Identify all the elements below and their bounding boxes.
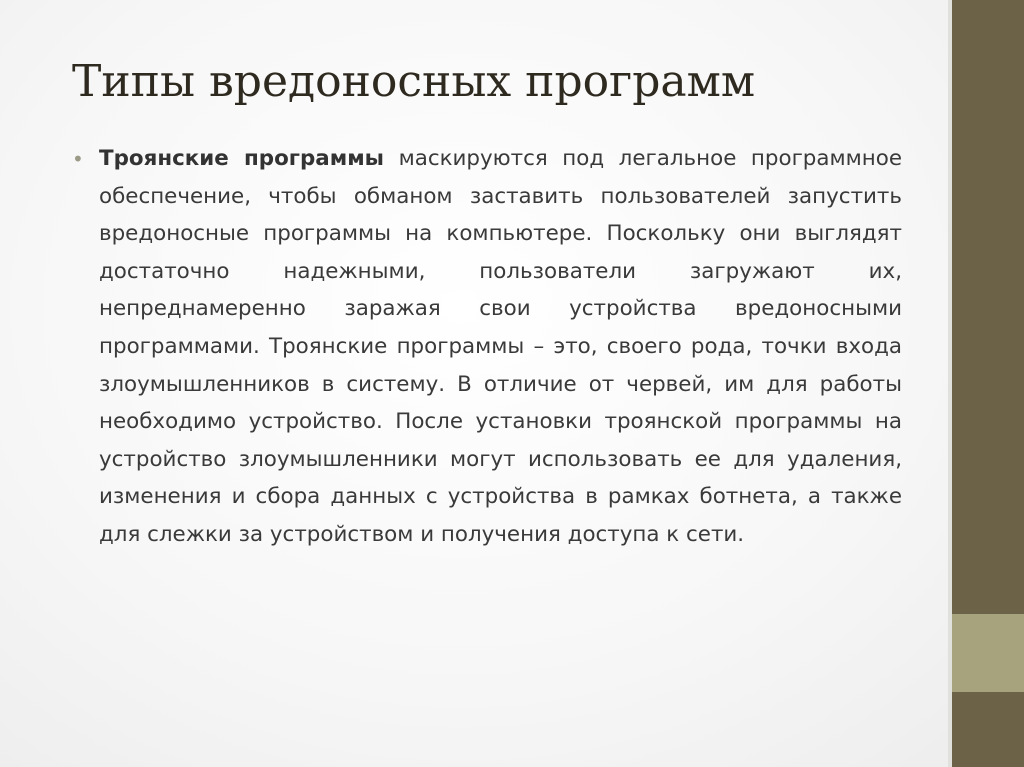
bullet-lead-term: Троянские программы — [99, 146, 385, 171]
bullet-list — [72, 140, 902, 554]
bullet-paragraph — [99, 140, 902, 554]
sidebar-accent-block — [952, 614, 1024, 692]
bullet-body-text: маскируются под легальное программное обеспечение, чтобы обманом заставить пользователей запустить вредоносные программы на компьютере. Поскольку они выглядят достаточно надежными, пользователи загружают их, непреднамеренно заражая свои устройства вредоносными программами. Троянские программы – это, своего рода, точки входа злоумышленников в систему. В отличие от червей, им для работы необходимо устройство. После установки троянской программы на устройство злоумышленники могут использовать ее для удаления, изменения и сбора данных с устройства в рамках ботнета, а также для слежки за устройством и получения доступа к сети. — [99, 146, 902, 547]
slide-title: Типы вредоносных программ — [72, 56, 756, 107]
bullet-marker: • — [72, 147, 84, 171]
